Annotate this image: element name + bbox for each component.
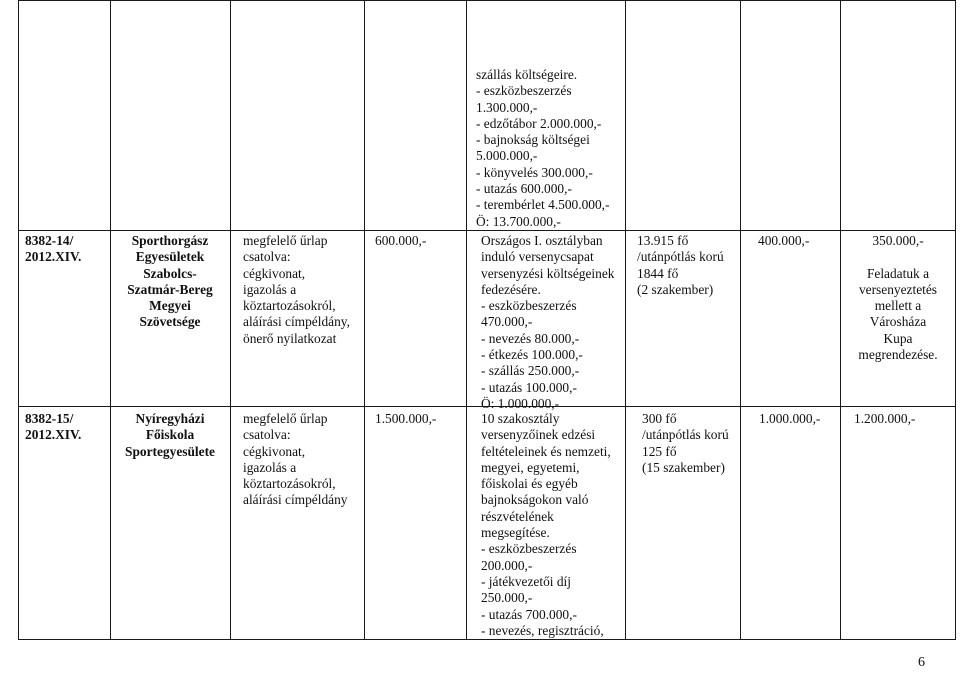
applicant-name: Nyíregyházi Főiskola Sportegyesülete xyxy=(125,411,215,459)
col-rule-2 xyxy=(230,0,231,640)
col-rule-3 xyxy=(364,0,365,640)
participants: 300 fő /utánpótlás korú 125 fő (15 szakember) xyxy=(642,411,729,475)
col-rule-6 xyxy=(740,0,741,640)
rule-top xyxy=(18,0,955,1)
activity-description: 10 szakosztály versenyzőinek edzési feltételeinek és nemzeti, megyei, egyetemi, főiskolai és egyéb bajnokságokon való részvételének megsegítése. - eszközbeszerzés 200.000,- - játékvezetői díj 250.000,- - utazás 700.000,- - nevezés, regisztráció, xyxy=(481,411,611,638)
rule-row-1 xyxy=(18,230,955,231)
col-rule-8 xyxy=(955,0,956,640)
col-rule-0 xyxy=(18,0,19,640)
col-rule-1 xyxy=(110,0,111,640)
applicant-name: Sporthorgász Egyesületek Szabolcs- Szatmár-Bereg Megyei Szövetsége xyxy=(127,233,213,330)
page-number: 6 xyxy=(918,655,925,670)
row-id: 8382-14/ 2012.XIV. xyxy=(25,233,82,265)
col-rule-7 xyxy=(840,0,841,640)
requested-amount: 1.000.000,- xyxy=(759,411,821,426)
activity-description: Országos I. osztályban induló versenycsapat versenyzési költségeinek fedezésére. - eszközbeszerzés 470.000,- - nevezés 80.000,- - étkezés 100.000,- - szállás 250.000,- - utazás 100.000,- Ö: 1.000.000,- xyxy=(481,233,615,411)
continuation-activity: szállás költségeire. - eszközbeszerzés 1.300.000,- - edzőtábor 2.000.000,- - bajnokság költségei 5.000.000,- - könyvelés 300.000,- - utazás 600.000,- - terembérlet 4.500.000,- Ö: 13.700.000,- xyxy=(476,67,610,229)
submitted-documents: megfelelő űrlap csatolva: cégkivonat, igazolás a köztartozásokról, aláírási címpéldány, önerő nyilatkozat xyxy=(243,233,350,346)
proposed-amount: 350.000,- Feladatuk a versenyeztetés mellett a Városháza Kupa megrendezése. xyxy=(858,233,938,363)
proposed-amount: 1.200.000,- xyxy=(854,411,916,426)
participants: 13.915 fő /utánpótlás korú 1844 fő (2 szakember) xyxy=(637,233,724,297)
requested-amount: 400.000,- xyxy=(758,233,810,248)
row-id: 8382-15/ 2012.XIV. xyxy=(25,411,82,443)
col-rule-4 xyxy=(466,0,467,640)
own-contribution: 1.500.000,- xyxy=(375,411,437,426)
own-contribution: 600.000,- xyxy=(375,233,427,248)
submitted-documents: megfelelő űrlap csatolva: cégkivonat, igazolás a köztartozásokról, aláírási címpéldány xyxy=(243,411,348,508)
col-rule-5 xyxy=(625,0,626,640)
